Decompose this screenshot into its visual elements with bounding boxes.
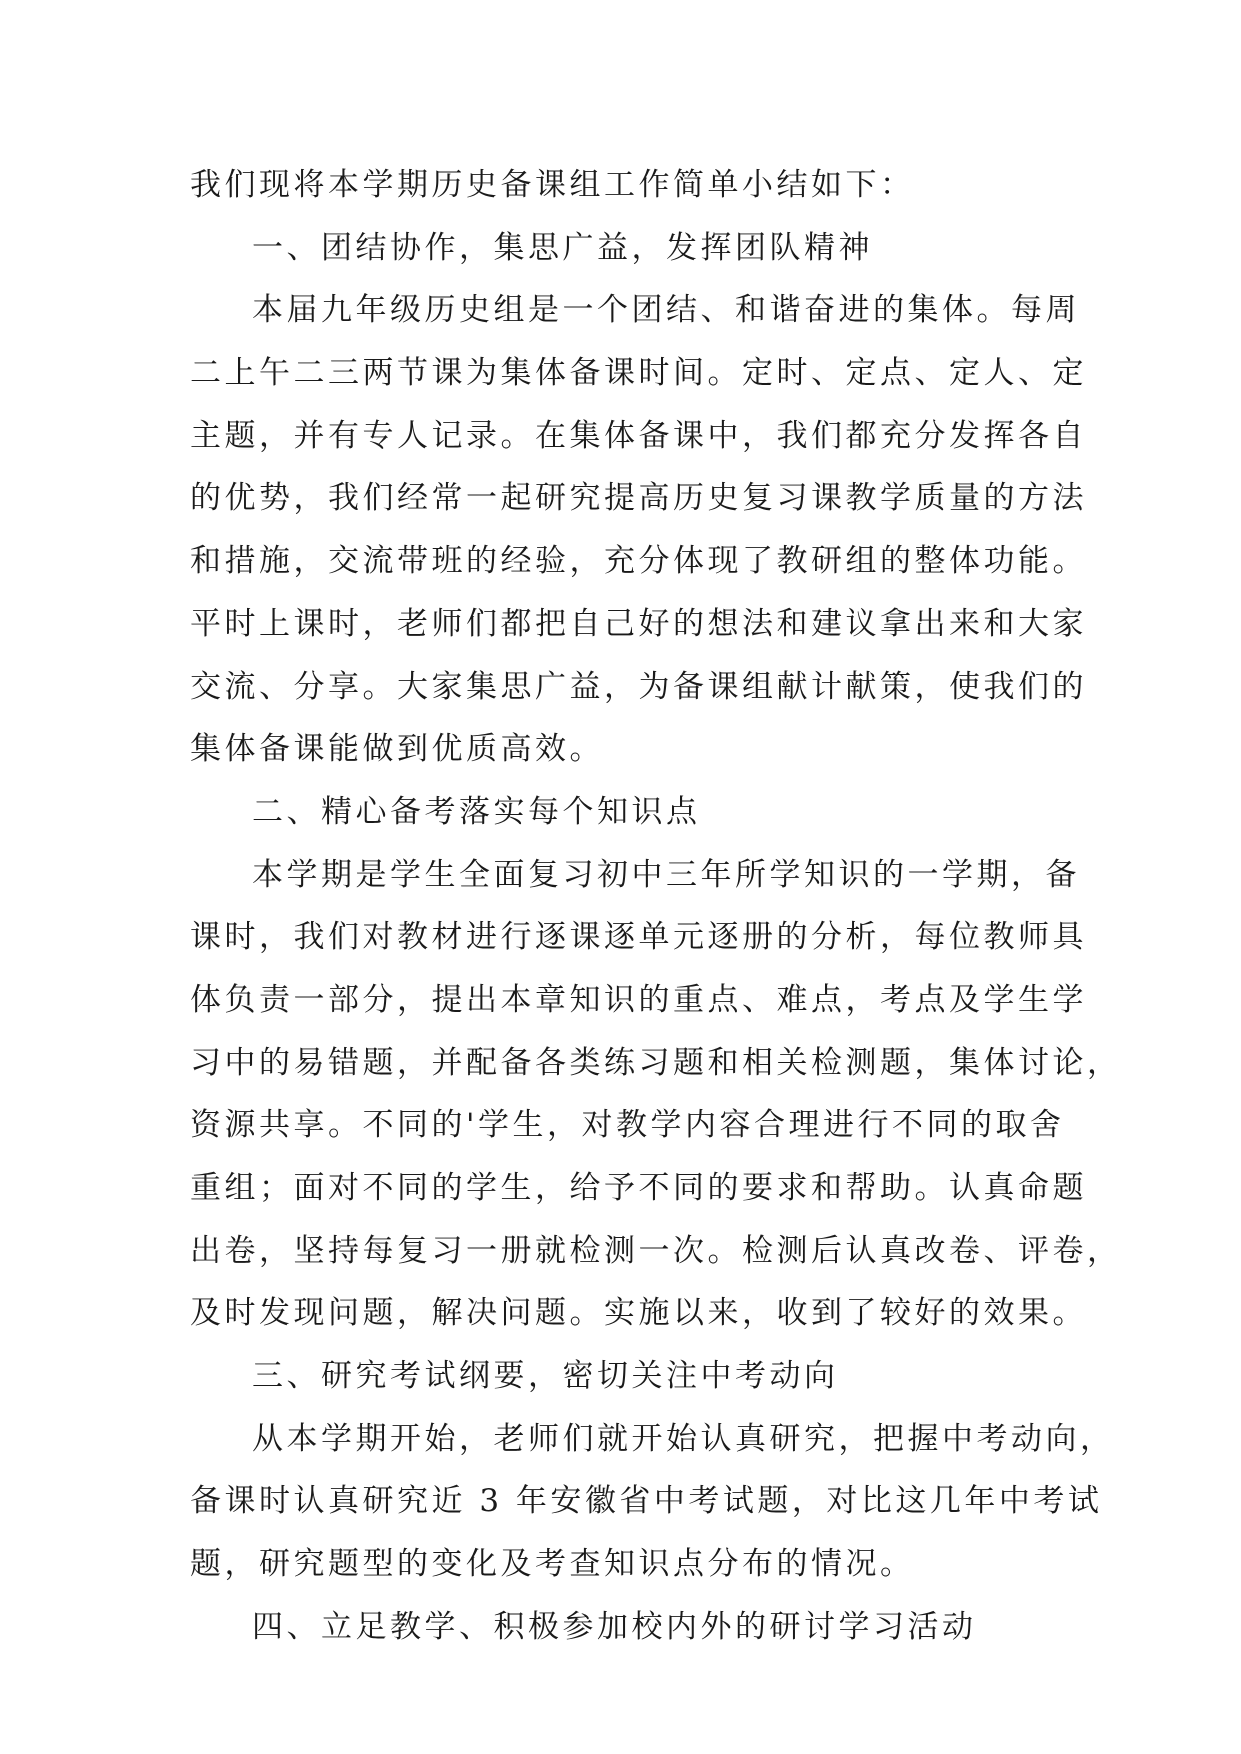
paragraph-line: 课时，我们对教材进行逐课逐单元逐册的分析，每位教师具 [190,919,1087,956]
paragraph-line: 资源共享。不同的'学生，对教学内容合理进行不同的取舍 [190,1107,1065,1144]
paragraph-line: 的优势，我们经常一起研究提高历史复习课教学质量的方法 [190,480,1087,517]
paragraph-line-intro: 我们现将本学期历史备课组工作简单小结如下： [190,167,915,203]
paragraph-line: 本学期是学生全面复习初中三年所学知识的一学期，备 [252,856,1080,893]
paragraph-line: 平时上课时，老师们都把自己好的想法和建议拿出来和大家 [190,605,1087,642]
section-heading-3: 三、研究考试纲要，密切关注中考动向 [252,1358,839,1395]
section-heading-1: 一、团结协作，集思广益，发挥团队精神 [252,229,873,266]
section-heading-4: 四、立足教学、积极参加校内外的研讨学习活动 [252,1608,977,1645]
paragraph-line: 二上午二三两节课为集体备课时间。定时、定点、定人、定 [190,355,1087,392]
paragraph-line: 题，研究题型的变化及考查知识点分布的情况。 [190,1546,915,1583]
paragraph-line: 和措施，交流带班的经验，充分体现了教研组的整体功能。 [190,543,1087,580]
paragraph-line: 交流、分享。大家集思广益，为备课组献计献策，使我们的 [190,668,1087,705]
paragraph-line: 集体备课能做到优质高效。 [190,731,604,768]
paragraph-line: 及时发现问题，解决问题。实施以来，收到了较好的效果。 [190,1295,1087,1332]
paragraph-line: 重组；面对不同的学生，给予不同的要求和帮助。认真命题 [190,1170,1087,1206]
section-heading-2: 二、精心备考落实每个知识点 [252,793,701,830]
paragraph-line: 习中的易错题，并配备各类练习题和相关检测题，集体讨论， [190,1044,1122,1081]
paragraph-line: 主题，并有专人记录。在集体备课中，我们都充分发挥各自 [190,417,1087,454]
paragraph-line: 从本学期开始，老师们就开始认真研究，把握中考动向， [252,1420,1115,1457]
paragraph-line: 体负责一部分，提出本章知识的重点、难点，考点及学生学 [190,981,1087,1018]
document-body [190,154,1122,1659]
paragraph-line: 出卷，坚持每复习一册就检测一次。检测后认真改卷、评卷， [190,1232,1122,1269]
paragraph-line: 本届九年级历史组是一个团结、和谐奋进的集体。每周 [252,292,1080,329]
paragraph-line: 备课时认真研究近 3 年安徽省中考试题，对比这几年中考试 [190,1483,1103,1520]
